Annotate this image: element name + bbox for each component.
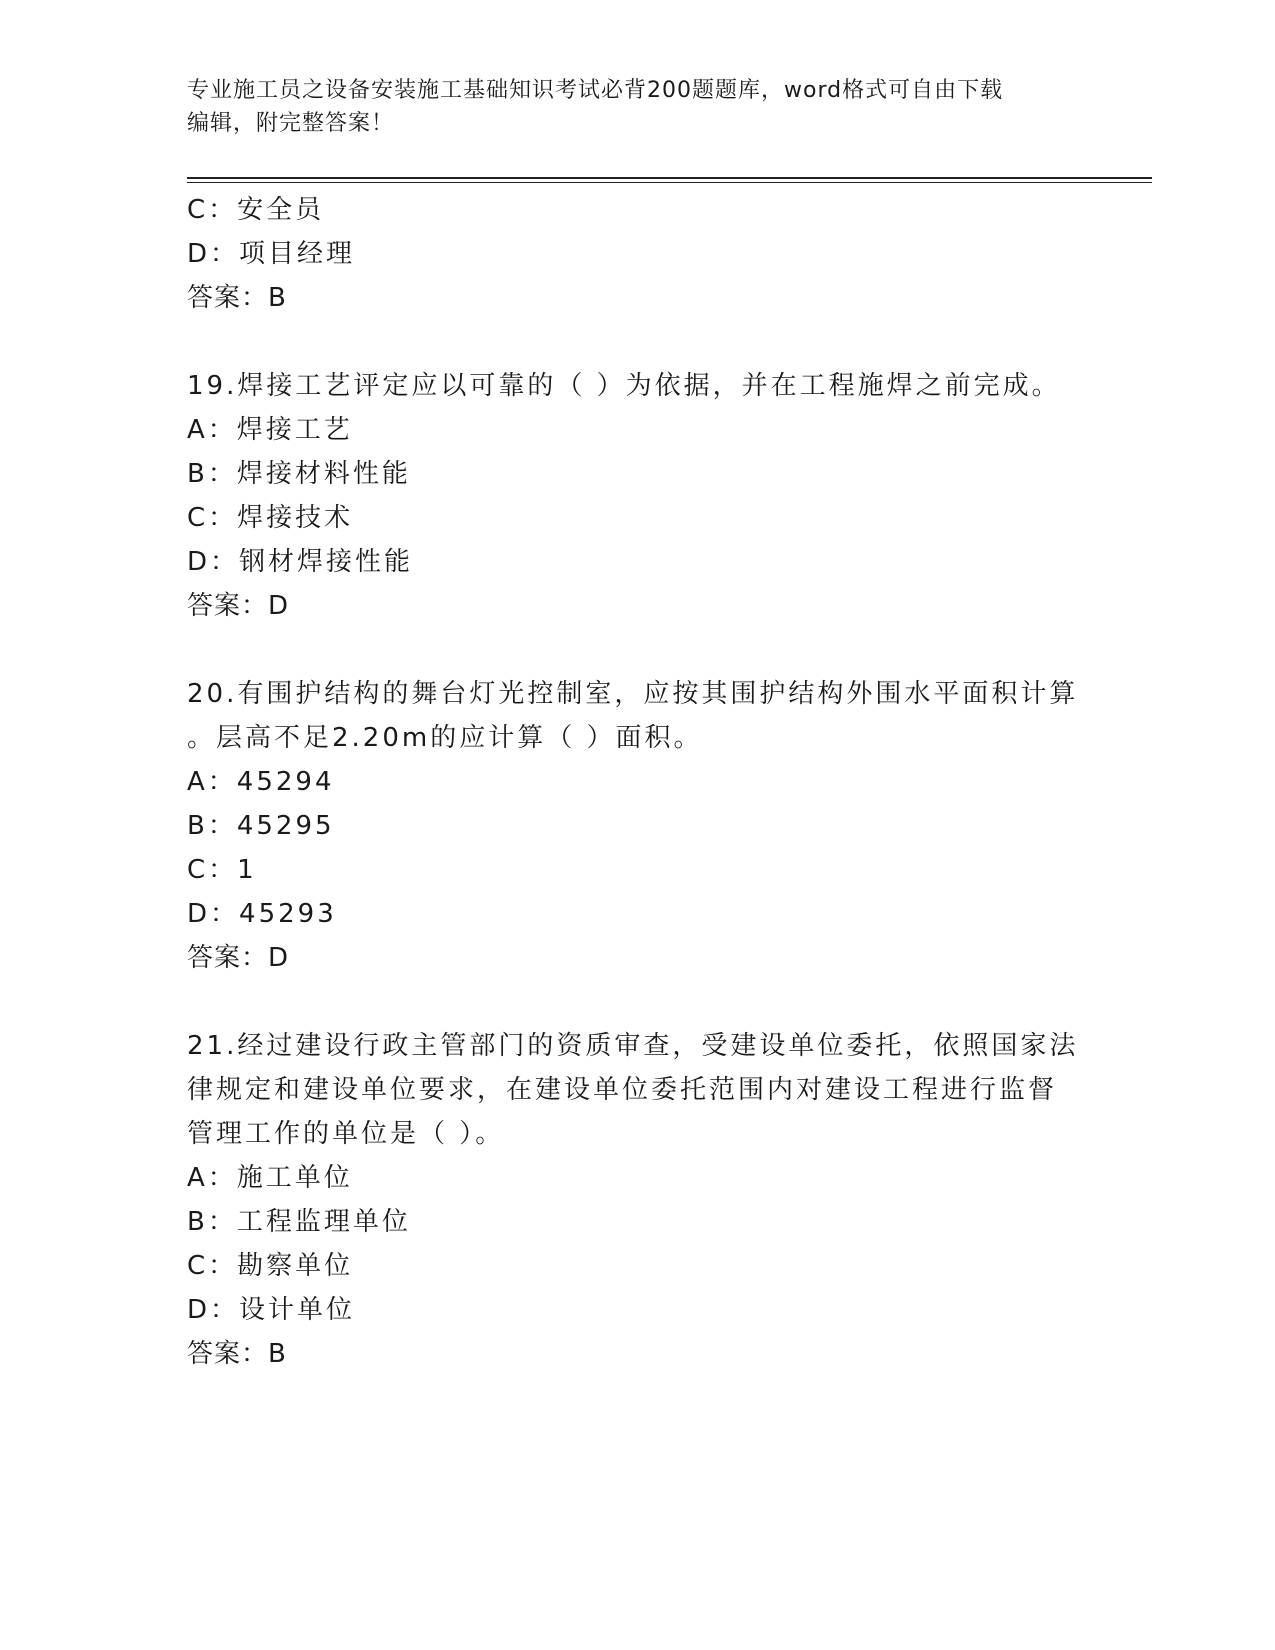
q19-stem: 19.焊接工艺评定应以可靠的（ ）为依据，并在工程施焊之前完成。 xyxy=(187,371,1061,401)
q20-option-b: B：45295 xyxy=(187,811,335,841)
q20-option-a: A：45294 xyxy=(187,767,335,797)
q21-stem-line-2: 律规定和建设单位要求，在建设单位委托范围内对建设工程进行监督 xyxy=(187,1075,1058,1105)
q19-option-d: D：钢材焊接性能 xyxy=(187,547,414,577)
q20-stem-line-2: 。层高不足2.20m的应计算（ ）面积。 xyxy=(187,723,703,753)
header-line-1: 专业施工员之设备安装施工基础知识考试必背200题题库，word格式可自由下载 xyxy=(187,78,1004,103)
q20-answer: 答案：D xyxy=(187,943,290,973)
q19-option-a: A：焊接工艺 xyxy=(187,415,353,445)
q18-option-d: D：项目经理 xyxy=(187,239,356,269)
q20-option-d: D：45293 xyxy=(187,899,337,929)
header-divider-thick xyxy=(187,177,1152,179)
q19-answer: 答案：D xyxy=(187,591,290,621)
q21-option-c: C：勘察单位 xyxy=(187,1251,354,1281)
q21-option-a: A：施工单位 xyxy=(187,1163,353,1193)
q21-option-b: B：工程监理单位 xyxy=(187,1207,411,1237)
header-line-2: 编辑，附完整答案！ xyxy=(187,111,395,136)
header-divider-thin xyxy=(187,182,1152,183)
document-header xyxy=(187,74,1067,140)
q18-option-c: C：安全员 xyxy=(187,195,325,225)
q21-answer: 答案：B xyxy=(187,1339,287,1369)
q19-option-b: B：焊接材料性能 xyxy=(187,459,411,489)
q21-stem-line-3: 管理工作的单位是（ ）。 xyxy=(187,1119,505,1149)
q19-option-c: C：焊接技术 xyxy=(187,503,354,533)
q20-option-c: C：1 xyxy=(187,855,257,885)
q20-stem-line-1: 20.有围护结构的舞台灯光控制室，应按其围护结构外围水平面积计算 xyxy=(187,679,1079,709)
q18-answer: 答案：B xyxy=(187,283,287,313)
q21-option-d: D：设计单位 xyxy=(187,1295,356,1325)
q21-stem-line-1: 21.经过建设行政主管部门的资质审查，受建设单位委托，依照国家法 xyxy=(187,1031,1079,1061)
